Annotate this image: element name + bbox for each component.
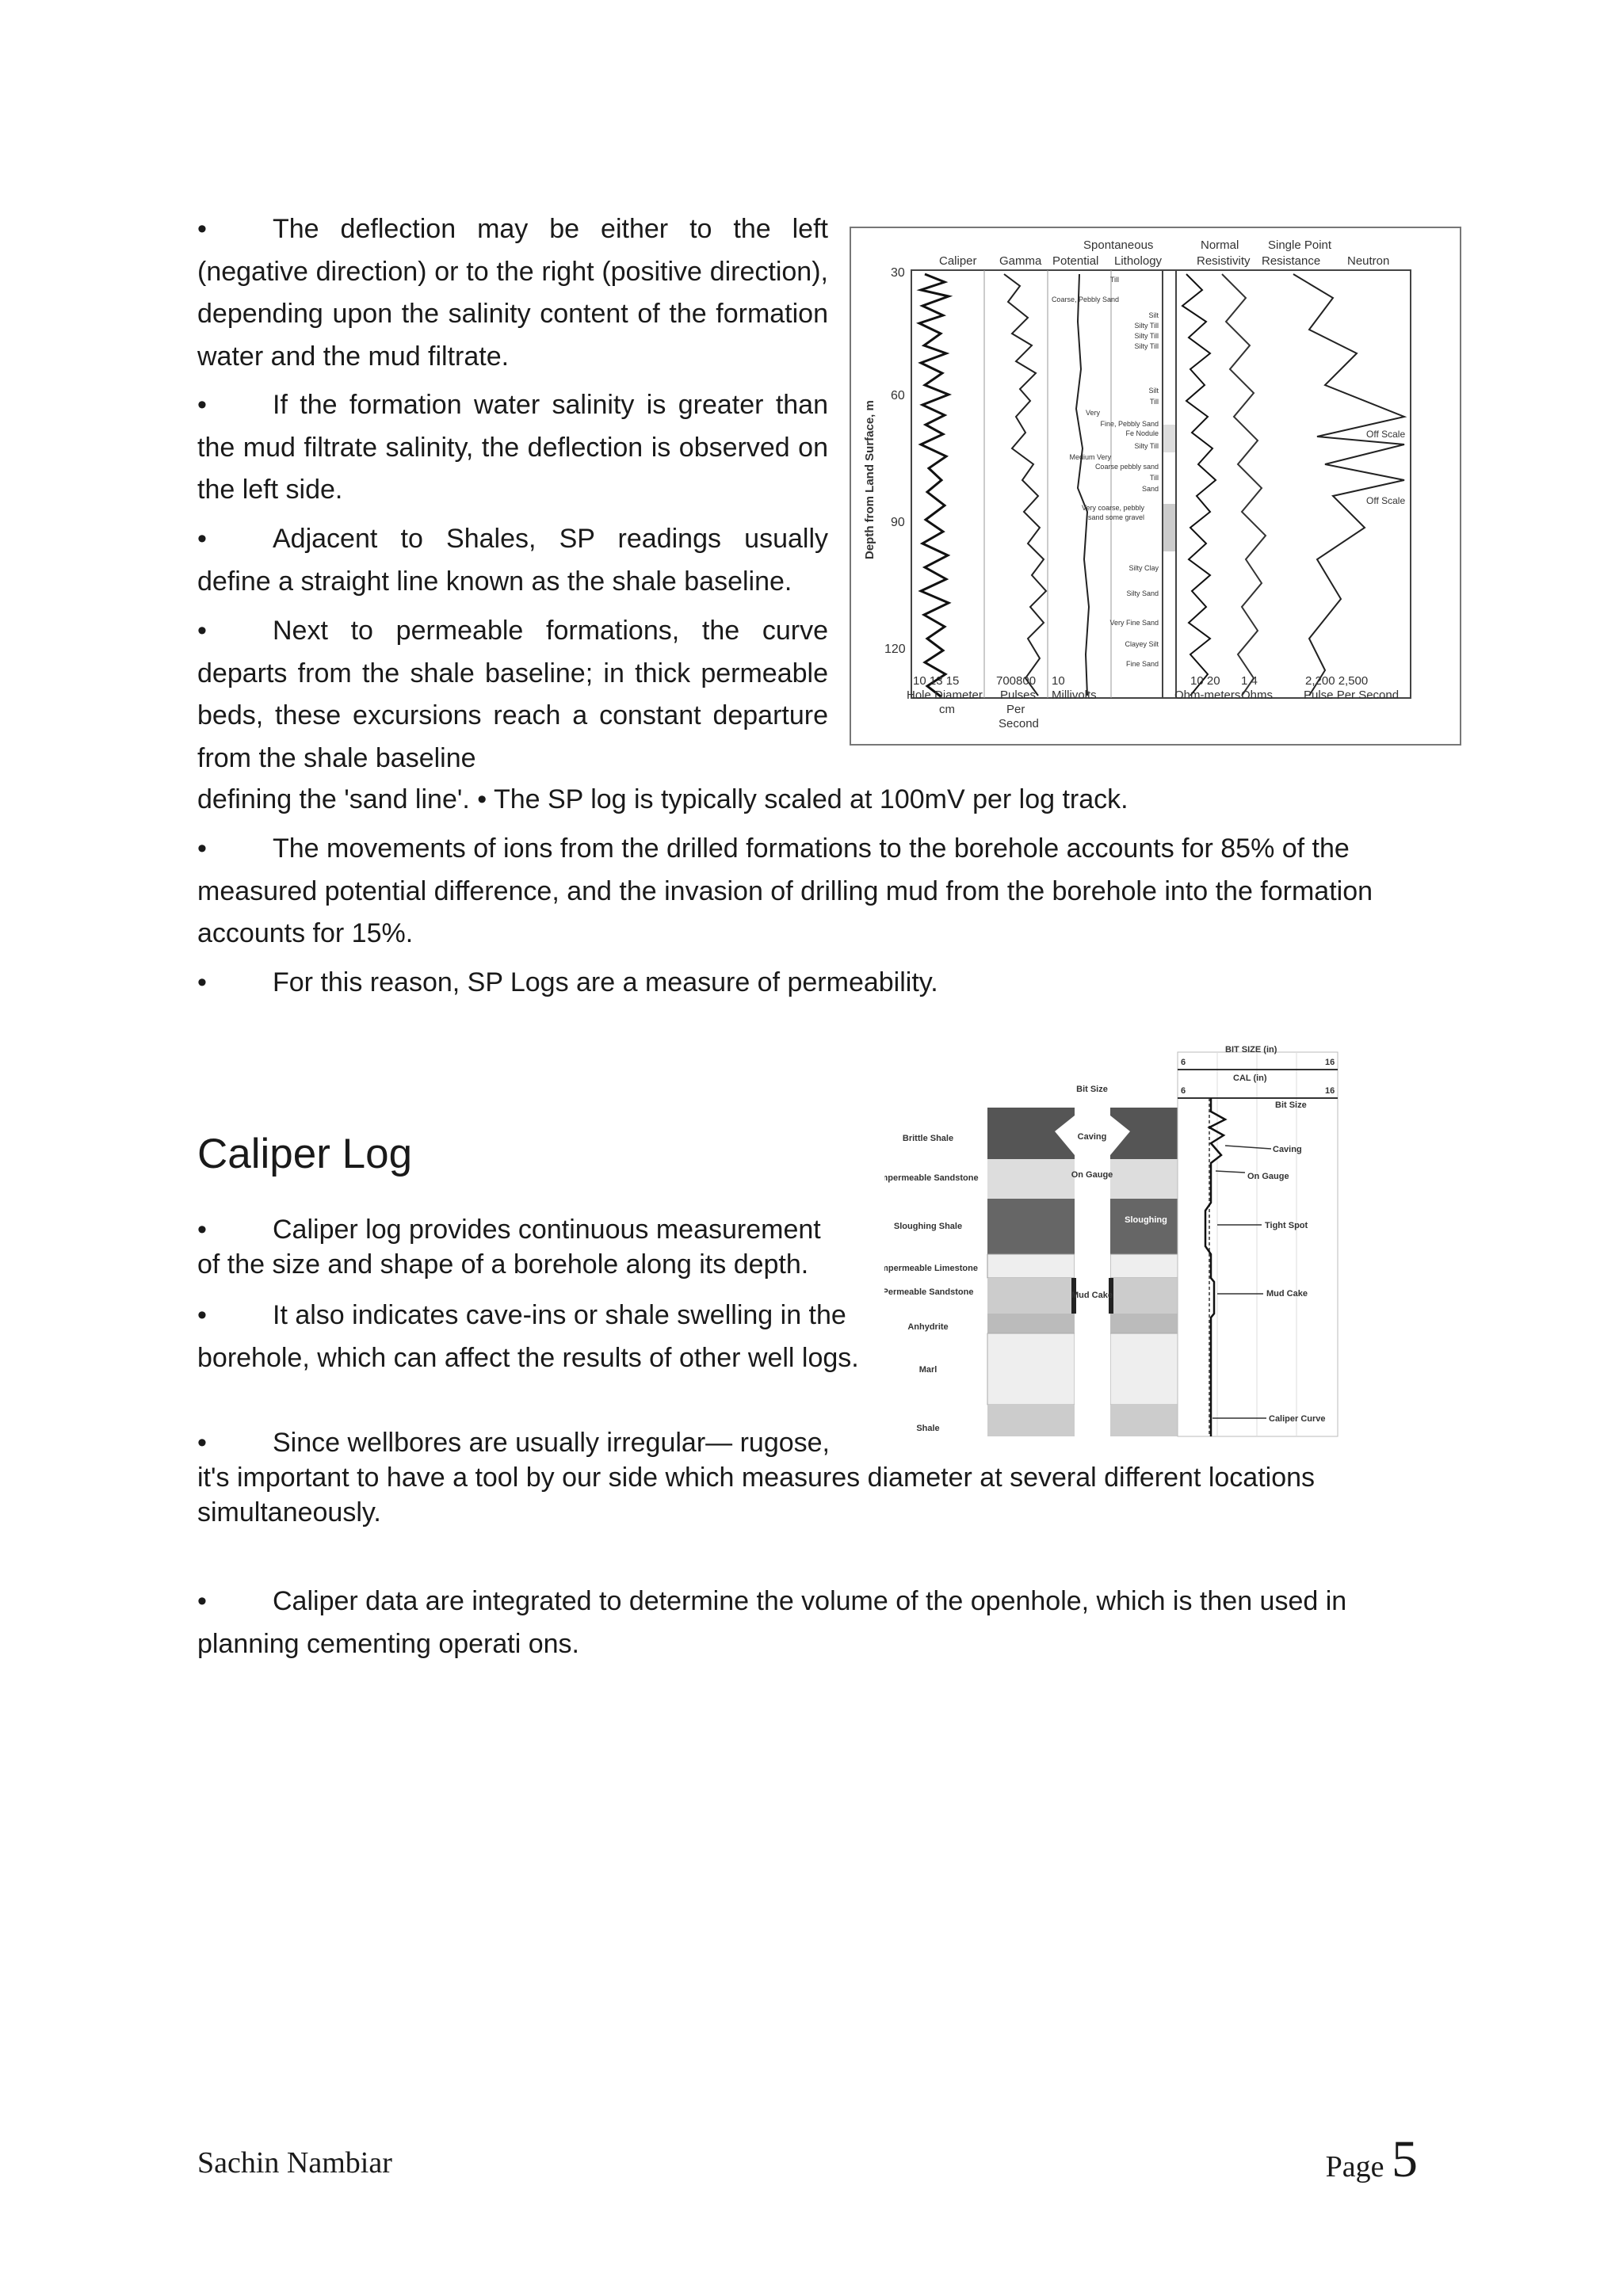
right-label: Bit Size <box>1275 1100 1307 1110</box>
header-neutron: Neutron <box>1347 254 1390 268</box>
header-resistance: Resistance <box>1262 254 1321 268</box>
bullet-icon: • <box>197 967 207 997</box>
right-label: Caliper Curve <box>1269 1414 1326 1424</box>
paragraph-text: If the formation water salinity is greater than the mud filtrate salinity, the deflection is observed on the left side. <box>197 390 828 505</box>
caliper-unit: cm <box>939 703 955 716</box>
page-label: Page <box>1325 2150 1384 2183</box>
lith-label: Medium Very <box>1069 453 1111 461</box>
header-single-point: Single Point <box>1268 238 1332 252</box>
lith-label: Silt <box>1148 311 1159 319</box>
bullet-icon: • <box>197 524 207 554</box>
lith-label: Sand <box>1141 485 1159 493</box>
bullet-paragraph <box>197 384 828 512</box>
lith-label: Till <box>1149 474 1159 482</box>
paragraph-text: Caliper log provides continuous measurement <box>273 1215 821 1245</box>
bullet-paragraph <box>197 962 1434 1005</box>
footer-page <box>1326 2130 1418 2190</box>
sp-scale: 10 <box>1052 674 1065 688</box>
right-label: Mud Cake <box>1266 1289 1308 1299</box>
well-log-chart <box>850 227 1461 746</box>
layer-label: Brittle Shale <box>902 1134 954 1143</box>
gamma-unit: Per <box>1006 703 1025 716</box>
bullet-paragraph <box>197 1295 863 1379</box>
bullet-icon: • <box>197 1300 207 1330</box>
lith-label: Silt <box>1148 387 1159 395</box>
layer-label: Marl <box>918 1365 938 1375</box>
paragraph-text: The deflection may be either to the left (negative direction) or to the right (positive direction), depending upon the salinity content of the formation water and the mud filtrate. <box>197 214 828 372</box>
off-scale-label: Off Scale <box>1366 429 1406 440</box>
bullet-paragraph <box>197 1425 1434 1530</box>
bullet-paragraph <box>197 208 828 378</box>
gamma-unit: Second <box>999 717 1039 730</box>
neutron-scale: 2,200 2,500 <box>1305 674 1369 688</box>
cal-header: CAL (in) <box>1233 1074 1267 1083</box>
center-label: Sloughing <box>1125 1215 1167 1225</box>
paragraph-text: it's important to have a tool by our side which measures diameter at several different locations simultaneously. <box>197 1463 1316 1527</box>
center-label: On Gauge <box>1071 1170 1113 1180</box>
sp-res-scale: 1 4 <box>1241 674 1258 688</box>
center-label: Mud Cake <box>1071 1291 1113 1300</box>
layer-label: Sloughing Shale <box>893 1222 963 1231</box>
lith-label: Fe Nodule <box>1125 429 1159 437</box>
paragraph-text: of the size and shape of a borehole along its depth. <box>197 1249 809 1280</box>
bullet-icon: • <box>197 214 207 244</box>
lith-label: Silty Till <box>1134 332 1159 340</box>
res-scale: 10 20 <box>1190 674 1220 688</box>
res-unit: Ohm-meters <box>1174 688 1241 702</box>
header-spontaneous: Spontaneous <box>1083 238 1154 252</box>
depth-tick: 60 <box>891 389 905 402</box>
bullet-paragraph <box>197 828 1434 955</box>
paragraph-text: Caliper data are integrated to determine the volume of the openhole, which is then used in planning cementing operati ons. <box>197 1586 1347 1659</box>
lith-label: Silty Till <box>1134 342 1159 350</box>
bullet-icon: • <box>197 390 207 420</box>
section-heading: Caliper Log <box>197 1131 413 1177</box>
paragraph-text: It also indicates cave-ins or shale swelling in the borehole, which can affect the results of other well logs. <box>197 1300 859 1373</box>
bit-scale-min: 6 <box>1181 1058 1186 1067</box>
header-potential: Potential <box>1052 254 1099 268</box>
layer-label: Impermeable Limestone <box>884 1264 978 1273</box>
off-scale-label: Off Scale <box>1366 495 1406 506</box>
bullet-paragraph <box>197 610 828 780</box>
layer-label: Permeable Sandstone <box>884 1287 974 1297</box>
paragraph-text: For this reason, SP Logs are a measure of permeability. <box>273 967 938 997</box>
paragraph-text: Adjacent to Shales, SP readings usually define a straight line known as the shale baseline. <box>197 524 828 597</box>
lith-label: Fine, Pebbly Sand <box>1100 420 1159 428</box>
lith-label: Till <box>1109 276 1119 284</box>
bit-size-header: BIT SIZE (in) <box>1225 1045 1277 1055</box>
lith-label: Silty Sand <box>1126 589 1159 597</box>
right-label: On Gauge <box>1247 1172 1289 1181</box>
page-number: 5 <box>1392 2130 1418 2188</box>
lith-label: Very <box>1085 409 1100 417</box>
right-label: Tight Spot <box>1265 1221 1308 1230</box>
header-caliper: Caliper <box>939 254 977 268</box>
cal-scale-min: 6 <box>1181 1086 1186 1096</box>
lith-label: sand some gravel <box>1087 513 1144 521</box>
bullet-icon: • <box>197 1586 207 1616</box>
lith-label: Silty Till <box>1134 442 1159 450</box>
lith-label: Silty Clay <box>1128 564 1159 572</box>
gamma-scale: 700800 <box>996 674 1037 688</box>
paragraph-text: defining the 'sand line'. • The SP log is typically scaled at 100mV per log track. <box>197 784 1128 814</box>
lith-label: Silty Till <box>1134 322 1159 330</box>
lith-label: Coarse pebbly sand <box>1094 463 1159 471</box>
layer-label: Anhydrite <box>907 1322 949 1332</box>
gamma-unit: Pulses <box>1000 688 1037 702</box>
bullet-icon: • <box>197 833 207 864</box>
bit-scale-max: 16 <box>1325 1058 1335 1067</box>
caliper-unit: Hole Diameter <box>907 688 983 702</box>
header-lithology: Lithology <box>1114 254 1163 268</box>
caliper-scale: 10 13 15 <box>913 674 960 688</box>
lith-label: Clayey Silt <box>1125 640 1159 648</box>
depth-tick: 30 <box>891 266 905 280</box>
center-label: Caving <box>1077 1132 1107 1142</box>
lith-label: Very Fine Sand <box>1109 619 1159 627</box>
paragraph-text: The movements of ions from the drilled formations to the borehole accounts for 85% of the measured potential difference, and the invasion of drilling mud from the borehole into the formation accounts for 15%. <box>197 833 1373 949</box>
layer-label: Impermeable Sandstone <box>884 1173 979 1183</box>
sp-res-unit: Ohms <box>1241 688 1274 702</box>
lith-label: Fine Sand <box>1125 660 1159 668</box>
paragraph-text: Since wellbores are usually irregular— rugose, <box>273 1428 830 1458</box>
bit-size-label: Bit Size <box>1076 1085 1108 1094</box>
bullet-icon: • <box>197 1428 207 1458</box>
neutron-unit: Pulse Per Second <box>1304 688 1400 702</box>
bullet-icon: • <box>197 616 207 646</box>
depth-tick: 90 <box>891 516 905 529</box>
header-gamma: Gamma <box>999 254 1042 268</box>
layer-label: Shale <box>916 1424 940 1433</box>
sp-unit: Millivolts <box>1052 688 1097 702</box>
paragraph-continuation <box>197 779 1434 822</box>
caliper-figure <box>884 1044 1341 1440</box>
right-label: Caving <box>1273 1145 1302 1154</box>
caliper-diagram <box>884 1044 1341 1440</box>
bullet-icon: • <box>197 1215 207 1245</box>
lith-label: Very coarse, pebbly <box>1081 504 1144 512</box>
bullet-paragraph <box>197 1212 879 1282</box>
y-axis-label: Depth from Land Surface, m <box>863 400 876 559</box>
lith-label: Coarse, Pebbly Sand <box>1051 296 1119 303</box>
paragraph-text: Next to permeable formations, the curve departs from the shale baseline; in thick permeable beds, these excursions reach a constant departure from the shale baseline <box>197 616 828 773</box>
header-resistivity: Resistivity <box>1197 254 1251 268</box>
well-log-figure <box>850 227 1461 746</box>
bullet-paragraph <box>197 518 828 603</box>
header-normal: Normal <box>1201 238 1239 252</box>
bullet-paragraph <box>197 1581 1402 1665</box>
lith-label: Till <box>1149 398 1159 406</box>
depth-tick: 120 <box>884 643 906 656</box>
cal-scale-max: 16 <box>1325 1086 1335 1096</box>
footer-author: Sachin Nambiar <box>197 2146 392 2180</box>
